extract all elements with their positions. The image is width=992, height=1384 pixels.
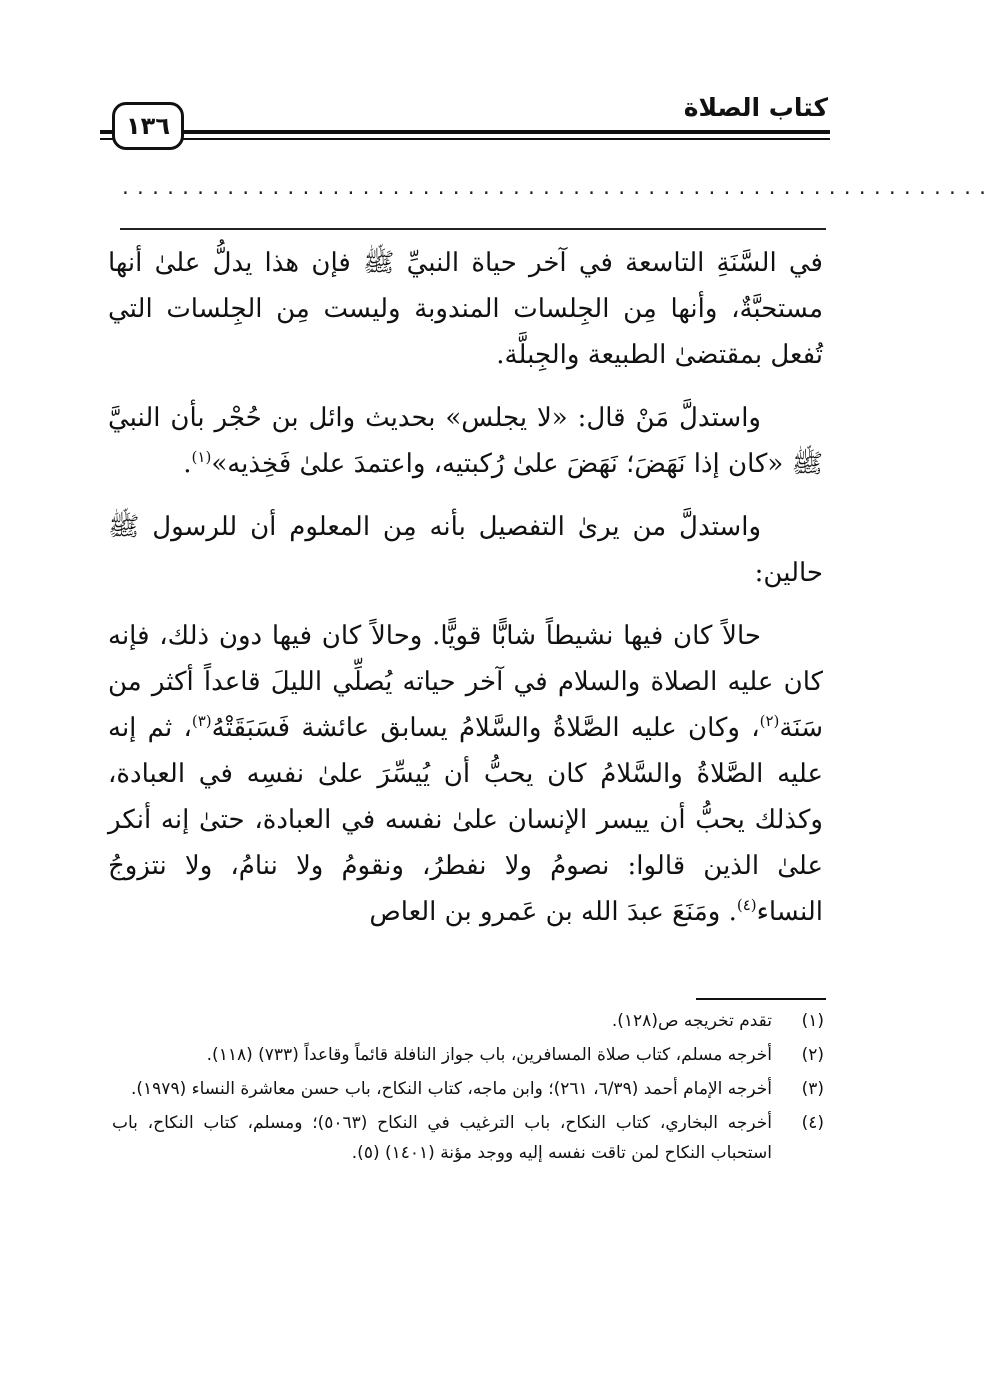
footnote-text: أخرجه البخاري، كتاب النكاح، باب الترغيب في النكاح (٥٠٦٣)؛ ومسلم، كتاب النكاح، باب استحباب النكاح لمن تاقت نفسه إليه ووجد مؤنة (١٤٠١) (٥). xyxy=(112,1113,772,1163)
footnote xyxy=(112,1108,824,1168)
dotted-separator: .......................................................... xyxy=(120,178,992,199)
footnote-number: (٢) xyxy=(801,1045,824,1065)
page-header xyxy=(100,88,830,158)
footnote-number: (١) xyxy=(801,1011,824,1031)
main-text xyxy=(108,240,823,952)
paragraph-text: في السَّنَةِ التاسعة في آخر حياة النبيِّ ﷺ فإن هذا يدلُّ علىٰ أنها مستحبَّةٌ، وأنها مِن الجِلسات المندوبة وليست مِن الجِلسات التي تُفعل بمقتضىٰ الطبيعة والجِبلَّة. xyxy=(108,248,823,370)
footnote xyxy=(112,1040,824,1070)
paragraph-text: ، ثم إنه عليه الصَّلاةُ والسَّلامُ كان يحبُّ أن يُيسِّرَ علىٰ نفسِه في العبادة، وكذلك يحبُّ أن ييسر الإنسان علىٰ نفسه في العبادة، حتىٰ إنه أنكر علىٰ الذين قالوا: نصومُ ولا نفطرُ، ونقومُ ولا ننامُ، ولا نتزوجُ النساء xyxy=(108,713,823,927)
footnote-number: (٣) xyxy=(801,1079,824,1099)
page-number: ١٣٦ xyxy=(112,102,184,150)
paragraph-text: واستدلَّ مَنْ قال: «لا يجلس» بحديث وائل بن حُجْر بأن النبيَّ ﷺ «كان إذا نَهَضَ؛ نَهَضَ علىٰ رُكبتيه، واعتمدَ علىٰ فَخِذيه» xyxy=(108,403,823,479)
footnote-rule xyxy=(696,998,826,1000)
paragraph-text: حالاً كان فيها نشيطاً شابًّا قويًّا. وحالاً كان فيها دون ذلك، فإنه كان عليه الصلاة والسلام في آخر حياته يُصلِّي الليلَ قاعداً أكثر من سَنَة xyxy=(108,621,823,743)
paragraph xyxy=(108,240,823,378)
footnote-ref[interactable]: (٢) xyxy=(759,712,780,730)
header-rule-thin xyxy=(100,138,830,140)
footnote-number: (٤) xyxy=(801,1113,824,1133)
paragraph-text: ، وكان عليه الصَّلاةُ والسَّلامُ يسابق عائشة فَسَبَقَتْهُ xyxy=(211,713,760,743)
paragraph xyxy=(108,395,823,487)
footnote-text: أخرجه مسلم، كتاب صلاة المسافرين، باب جواز النافلة قائماً وقاعداً (٧٣٣) (١١٨). xyxy=(206,1045,772,1065)
chapter-title: كتاب الصلاة xyxy=(683,93,828,122)
footnote-ref[interactable]: (١) xyxy=(191,448,212,466)
footnote xyxy=(112,1006,824,1036)
paragraph-text: واستدلَّ من يرىٰ التفصيل بأنه مِن المعلوم أن للرسول ﷺ حالين: xyxy=(108,512,823,588)
footnote xyxy=(112,1074,824,1104)
footnote-text: تقدم تخريجه ص(١٢٨). xyxy=(611,1011,772,1031)
paragraph-text: . ومَنَعَ عبدَ الله بن عَمرو بن العاص xyxy=(369,897,737,927)
footnote-ref[interactable]: (٣) xyxy=(191,712,212,730)
footnotes xyxy=(112,1006,824,1172)
paragraph xyxy=(108,613,823,935)
footnote-text: أخرجه الإمام أحمد (٦/٣٩، ٢٦١)؛ وابن ماجه، كتاب النكاح، باب حسن معاشرة النساء (١٩٧٩). xyxy=(131,1079,772,1099)
section-rule xyxy=(120,228,826,230)
paragraph xyxy=(108,504,823,596)
header-rule-thick xyxy=(100,130,830,134)
footnote-ref[interactable]: (٤) xyxy=(736,896,757,914)
paragraph-end: . xyxy=(183,449,192,479)
